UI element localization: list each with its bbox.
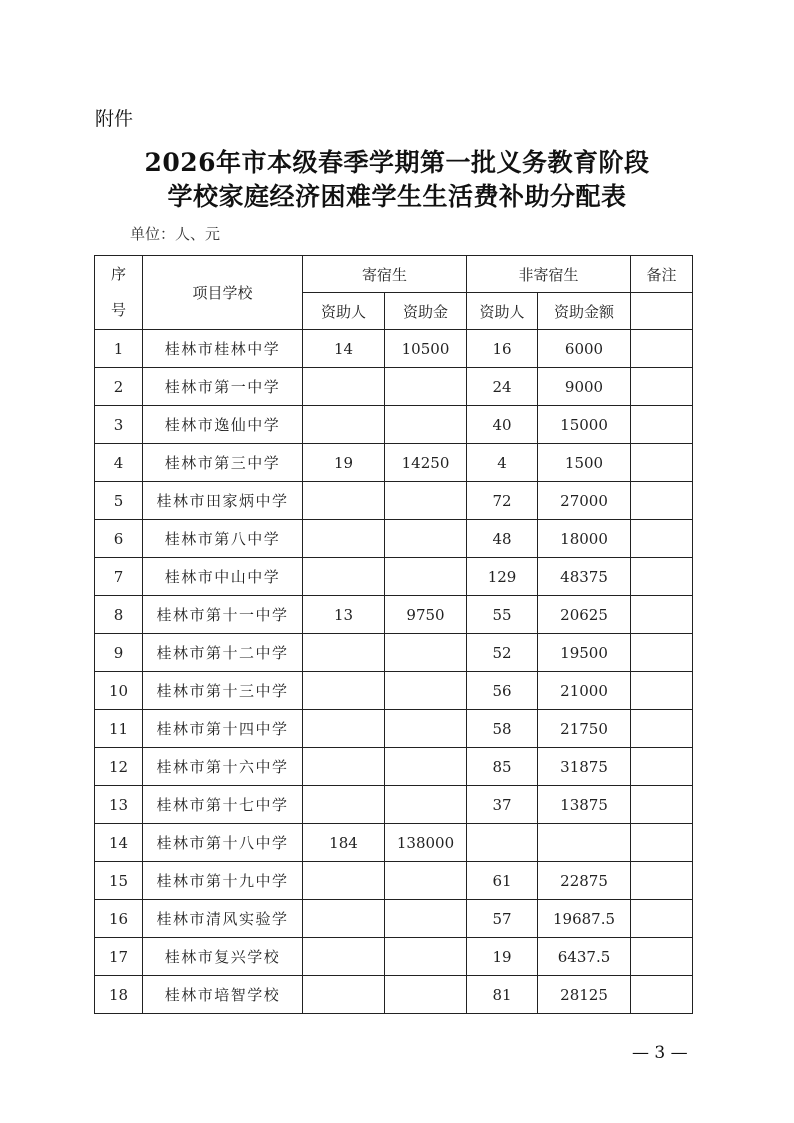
cell-non-boarding-amount: 15000 [538,406,631,444]
table-row [95,558,693,596]
cell-non-boarding-people: 4 [467,444,538,482]
cell-school: 桂林市第十二中学 [143,634,303,672]
cell-non-boarding-people: 129 [467,558,538,596]
cell-non-boarding-amount: 20625 [538,596,631,634]
unit-label: 单位：人、元 [130,225,221,243]
header-non-boarding-amount: 资助金额 [538,293,631,330]
cell-remark [631,406,693,444]
header-boarding: 寄宿生 [303,256,467,293]
cell-non-boarding-people: 85 [467,748,538,786]
cell-no: 3 [95,406,143,444]
header-non-boarding: 非寄宿生 [467,256,631,293]
cell-boarding-people [303,482,385,520]
cell-remark [631,824,693,862]
cell-no: 2 [95,368,143,406]
cell-boarding-amount [385,634,467,672]
cell-school: 桂林市第十三中学 [143,672,303,710]
cell-boarding-people [303,938,385,976]
table-row [95,824,693,862]
cell-school: 桂林市桂林中学 [143,330,303,368]
cell-boarding-amount [385,558,467,596]
cell-non-boarding-people: 81 [467,976,538,1014]
cell-no: 7 [95,558,143,596]
header-row-1 [95,256,693,293]
cell-non-boarding-people: 19 [467,938,538,976]
cell-school: 桂林市逸仙中学 [143,406,303,444]
cell-boarding-amount [385,900,467,938]
table-row [95,938,693,976]
cell-no: 10 [95,672,143,710]
cell-non-boarding-people: 24 [467,368,538,406]
cell-boarding-people: 14 [303,330,385,368]
cell-non-boarding-amount: 28125 [538,976,631,1014]
cell-remark [631,710,693,748]
cell-boarding-amount [385,938,467,976]
cell-boarding-people: 13 [303,596,385,634]
cell-boarding-people: 184 [303,824,385,862]
cell-remark [631,862,693,900]
cell-non-boarding-people: 57 [467,900,538,938]
cell-school: 桂林市第十四中学 [143,710,303,748]
cell-non-boarding-people: 37 [467,786,538,824]
cell-boarding-amount [385,406,467,444]
cell-non-boarding-amount: 27000 [538,482,631,520]
cell-non-boarding-amount: 19500 [538,634,631,672]
table-row [95,520,693,558]
cell-boarding-amount: 14250 [385,444,467,482]
cell-school: 桂林市第三中学 [143,444,303,482]
cell-boarding-people [303,368,385,406]
cell-remark [631,330,693,368]
cell-boarding-amount [385,710,467,748]
cell-boarding-people [303,520,385,558]
page-number: — 3 — [632,1043,688,1063]
cell-boarding-people [303,406,385,444]
cell-boarding-people [303,634,385,672]
cell-remark [631,786,693,824]
cell-boarding-people: 19 [303,444,385,482]
cell-non-boarding-people: 48 [467,520,538,558]
cell-no: 12 [95,748,143,786]
cell-boarding-amount: 138000 [385,824,467,862]
header-seq [95,256,143,330]
table-row [95,786,693,824]
cell-non-boarding-amount: 1500 [538,444,631,482]
cell-boarding-amount [385,672,467,710]
cell-boarding-people [303,748,385,786]
cell-non-boarding-amount: 6000 [538,330,631,368]
cell-no: 8 [95,596,143,634]
table-row [95,672,693,710]
cell-non-boarding-amount: 21750 [538,710,631,748]
table-row [95,330,693,368]
cell-non-boarding-people: 40 [467,406,538,444]
cell-school: 桂林市清风实验学 [143,900,303,938]
cell-school: 桂林市田家炳中学 [143,482,303,520]
cell-remark [631,558,693,596]
cell-no: 16 [95,900,143,938]
cell-non-boarding-amount: 9000 [538,368,631,406]
cell-non-boarding-people: 16 [467,330,538,368]
table-row [95,368,693,406]
table-row [95,748,693,786]
cell-school: 桂林市复兴学校 [143,938,303,976]
cell-boarding-amount: 9750 [385,596,467,634]
cell-no: 9 [95,634,143,672]
cell-non-boarding-people: 72 [467,482,538,520]
cell-remark [631,596,693,634]
document-title-line-1: 2026年市本级春季学期第一批义务教育阶段 [144,148,650,177]
cell-boarding-amount [385,368,467,406]
cell-boarding-amount [385,976,467,1014]
header-non-boarding-people: 资助人 [467,293,538,330]
cell-remark [631,520,693,558]
cell-boarding-amount: 10500 [385,330,467,368]
header-seq-top: 序 [110,265,126,283]
attachment-label: 附件 [95,108,134,130]
cell-school: 桂林市第十一中学 [143,596,303,634]
cell-no: 11 [95,710,143,748]
cell-non-boarding-people: 56 [467,672,538,710]
table-row [95,406,693,444]
cell-non-boarding-people: 52 [467,634,538,672]
cell-non-boarding-amount: 18000 [538,520,631,558]
cell-remark [631,976,693,1014]
table-row [95,900,693,938]
cell-non-boarding-amount: 31875 [538,748,631,786]
table-row [95,976,693,1014]
header-school: 项目学校 [143,256,303,330]
table-row [95,710,693,748]
cell-non-boarding-people: 58 [467,710,538,748]
cell-boarding-people [303,558,385,596]
cell-remark [631,748,693,786]
cell-non-boarding-amount: 19687.5 [538,900,631,938]
cell-non-boarding-people: 55 [467,596,538,634]
cell-school: 桂林市第十六中学 [143,748,303,786]
cell-remark [631,444,693,482]
cell-boarding-people [303,900,385,938]
cell-non-boarding-amount: 13875 [538,786,631,824]
cell-remark [631,634,693,672]
cell-remark [631,672,693,710]
cell-school: 桂林市第一中学 [143,368,303,406]
cell-no: 1 [95,330,143,368]
header-boarding-people: 资助人 [303,293,385,330]
cell-no: 14 [95,824,143,862]
cell-non-boarding-people [467,824,538,862]
cell-remark [631,368,693,406]
cell-remark [631,482,693,520]
cell-boarding-amount [385,786,467,824]
cell-boarding-amount [385,862,467,900]
cell-boarding-amount [385,748,467,786]
cell-boarding-people [303,786,385,824]
cell-school: 桂林市第八中学 [143,520,303,558]
cell-no: 6 [95,520,143,558]
allocation-table [94,255,693,1014]
cell-remark [631,938,693,976]
header-remarks-blank [631,293,693,330]
cell-non-boarding-amount [538,824,631,862]
table-row [95,444,693,482]
cell-non-boarding-amount: 6437.5 [538,938,631,976]
table-row [95,862,693,900]
cell-no: 18 [95,976,143,1014]
cell-school: 桂林市第十九中学 [143,862,303,900]
cell-school: 桂林市第十七中学 [143,786,303,824]
cell-remark [631,900,693,938]
cell-school: 桂林市第十八中学 [143,824,303,862]
cell-boarding-amount [385,520,467,558]
cell-school: 桂林市培智学校 [143,976,303,1014]
cell-non-boarding-people: 61 [467,862,538,900]
cell-no: 4 [95,444,143,482]
table-row [95,482,693,520]
cell-non-boarding-amount: 21000 [538,672,631,710]
document-title-line-2: 学校家庭经济困难学生生活费补助分配表 [167,182,627,211]
cell-boarding-people [303,862,385,900]
cell-boarding-people [303,976,385,1014]
cell-no: 15 [95,862,143,900]
table-row [95,596,693,634]
cell-non-boarding-amount: 48375 [538,558,631,596]
cell-no: 13 [95,786,143,824]
cell-boarding-people [303,672,385,710]
cell-boarding-amount [385,482,467,520]
header-remarks: 备注 [631,256,693,293]
header-boarding-amount: 资助金 [385,293,467,330]
cell-no: 17 [95,938,143,976]
cell-no: 5 [95,482,143,520]
cell-boarding-people [303,710,385,748]
table-row [95,634,693,672]
cell-school: 桂林市中山中学 [143,558,303,596]
cell-non-boarding-amount: 22875 [538,862,631,900]
header-seq-bottom: 号 [110,301,126,319]
